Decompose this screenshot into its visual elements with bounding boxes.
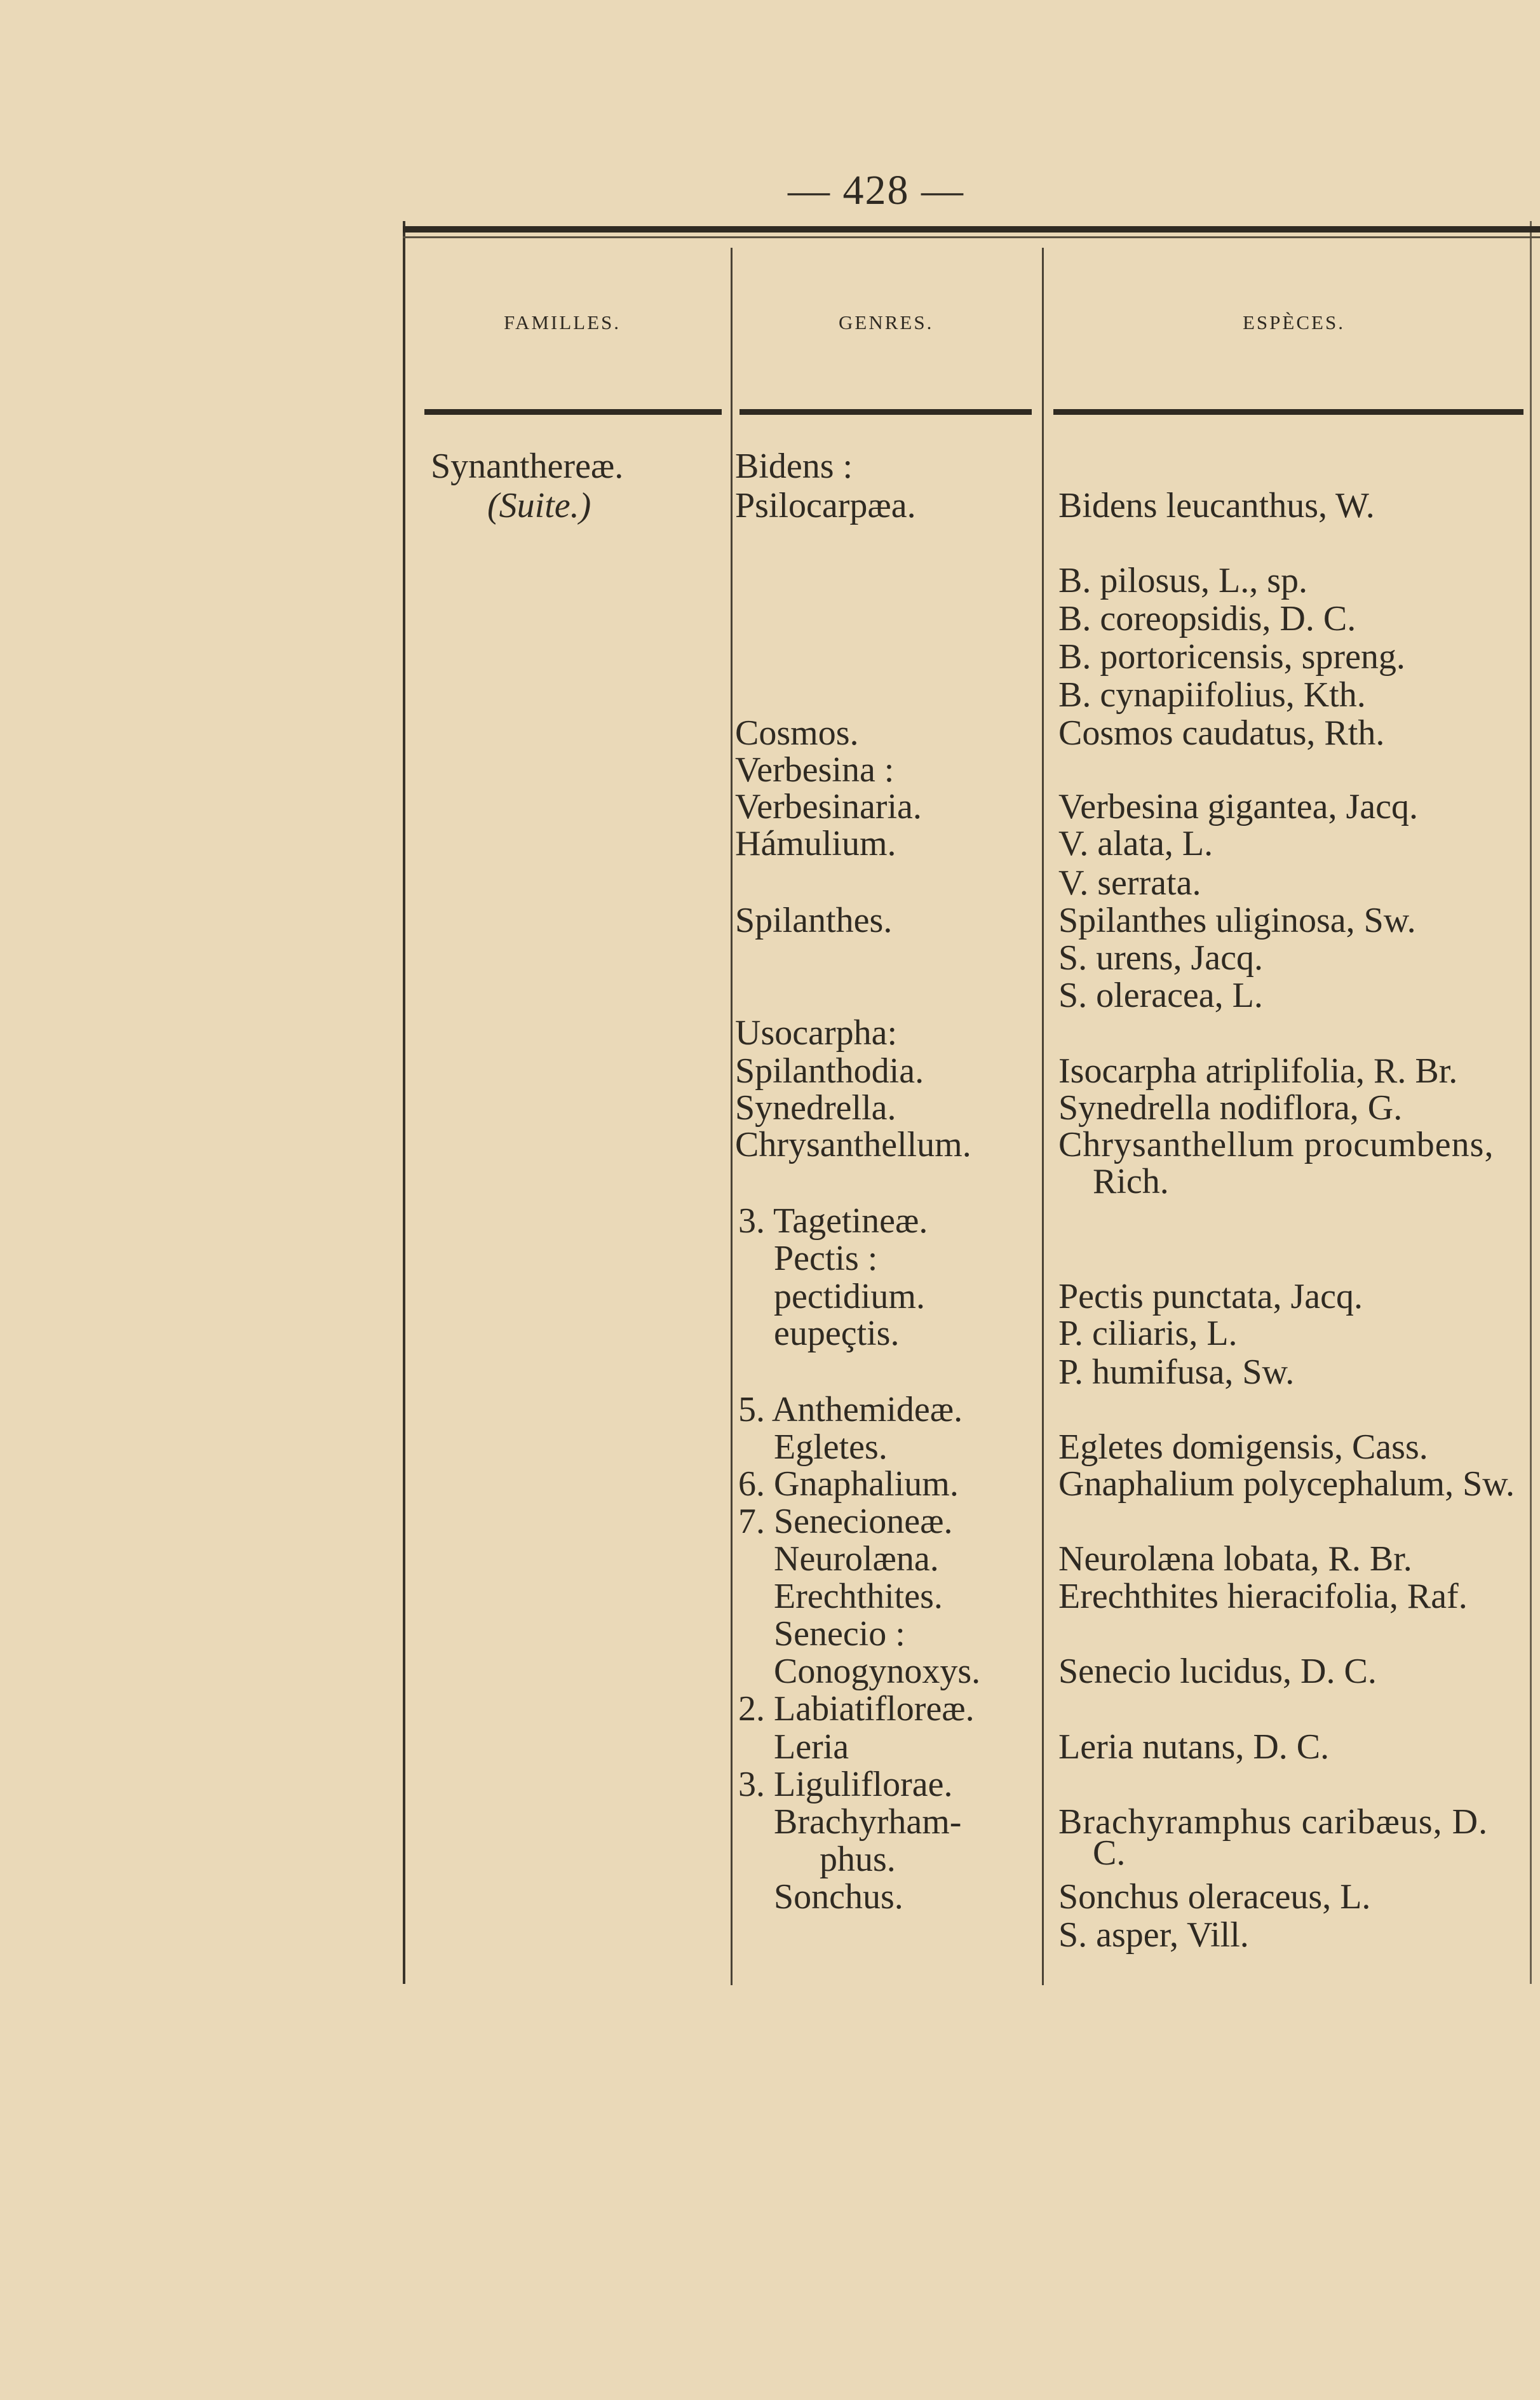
species-entry: B. cynapiifolius, Kth. (1058, 675, 1366, 715)
header-rule-especes (1053, 409, 1523, 415)
species-entry: Brachyramphus caribæus, D. (1058, 1802, 1489, 1842)
genre-entry: Bidens : (735, 447, 853, 486)
genre-entry: Conogynoxys. (774, 1652, 981, 1691)
page-number: — 428 — (788, 167, 964, 213)
genre-entry: Sonchus. (774, 1877, 903, 1917)
genre-entry: Cosmos. (735, 713, 859, 753)
genre-entry: 7. Senecioneæ. (738, 1502, 953, 1541)
genre-entry: 6. Gnaphalium. (738, 1464, 959, 1504)
genre-entry: Psilocarpæa. (735, 486, 916, 525)
species-entry: Erechthites hieracifolia, Raf. (1058, 1577, 1468, 1616)
species-entry: C. (1093, 1833, 1126, 1873)
genre-entry: 2. Labiatifloreæ. (738, 1689, 975, 1729)
genre-entry: Pectis : (774, 1239, 878, 1278)
species-entry: B. portoricensis, spreng. (1058, 637, 1405, 677)
species-entry: P. humifusa, Sw. (1058, 1352, 1295, 1392)
genre-entry: Leria (774, 1727, 849, 1767)
genre-entry: 5. Anthemideæ. (738, 1390, 963, 1429)
header-rule-familles (424, 409, 722, 415)
species-entry: Verbesina gigantea, Jacq. (1058, 787, 1418, 826)
species-entry: Isocarpha atriplifolia, R. Br. (1058, 1051, 1458, 1091)
species-entry: S. asper, Vill. (1058, 1915, 1249, 1955)
genre-entry: Erechthites. (774, 1577, 943, 1616)
genre-entry: Neurolæna. (774, 1539, 939, 1579)
genre-entry: Senecio : (774, 1614, 905, 1654)
genre-entry: Egletes. (774, 1427, 888, 1467)
species-entry: Gnaphalium polycephalum, Sw. (1058, 1464, 1515, 1504)
species-entry: Synedrella nodiflora, G. (1058, 1088, 1403, 1128)
column-header-genres: GENRES. (839, 311, 934, 334)
family-name: Synanthereæ. (431, 447, 624, 486)
genre-entry: Hámulium. (735, 824, 896, 863)
species-entry: Neurolæna lobata, R. Br. (1058, 1539, 1412, 1579)
genre-entry: phus. (820, 1840, 896, 1879)
species-entry: B. coreopsidis, D. C. (1058, 599, 1356, 638)
column-header-familles: FAMILLES. (504, 311, 621, 334)
species-entry: Spilanthes uliginosa, Sw. (1058, 901, 1416, 940)
genre-entry: 3. Tagetineæ. (738, 1201, 928, 1241)
species-entry: B. pilosus, L., sp. (1058, 561, 1308, 600)
genre-entry: Usocarpha: (735, 1013, 898, 1053)
genre-entry: eupeçtis. (774, 1314, 900, 1353)
column-divider-1 (731, 248, 733, 1985)
species-entry: S. urens, Jacq. (1058, 938, 1263, 978)
column-divider-2 (1042, 248, 1044, 1985)
species-entry: P. ciliaris, L. (1058, 1314, 1238, 1353)
species-entry: Egletes domigensis, Cass. (1058, 1427, 1428, 1467)
genre-entry: Verbesina : (735, 750, 895, 790)
top-rule (403, 226, 1540, 233)
genre-entry: pectidium. (774, 1277, 925, 1316)
genre-entry: 3. Liguliflorae. (738, 1765, 953, 1804)
species-entry: Pectis punctata, Jacq. (1058, 1277, 1363, 1316)
header-rule-genres (740, 409, 1032, 415)
genre-entry: Spilanthes. (735, 901, 893, 940)
species-entry: Leria nutans, D. C. (1058, 1727, 1330, 1767)
species-entry: V. serrata. (1058, 863, 1201, 903)
species-entry: Chrysanthellum procumbens, (1058, 1125, 1494, 1164)
genre-entry: Verbesinaria. (735, 787, 922, 826)
species-entry: Senecio lucidus, D. C. (1058, 1652, 1377, 1691)
genre-entry: Synedrella. (735, 1088, 896, 1128)
species-entry: S. oleracea, L. (1058, 976, 1263, 1015)
genre-entry: Spilanthodia. (735, 1051, 924, 1091)
top-rule-thin (403, 236, 1540, 238)
species-entry: Bidens leucanthus, W. (1058, 486, 1375, 525)
column-header-especes: ESPÈCES. (1243, 311, 1345, 334)
species-entry: Sonchus oleraceus, L. (1058, 1877, 1371, 1917)
family-suite: (Suite.) (487, 486, 591, 525)
species-entry: Rich. (1093, 1162, 1169, 1201)
genre-entry: Brachyrham- (774, 1802, 962, 1842)
genre-entry: Chrysanthellum. (735, 1125, 971, 1164)
species-entry: V. alata, L. (1058, 824, 1213, 863)
species-entry: Cosmos caudatus, Rth. (1058, 713, 1385, 753)
